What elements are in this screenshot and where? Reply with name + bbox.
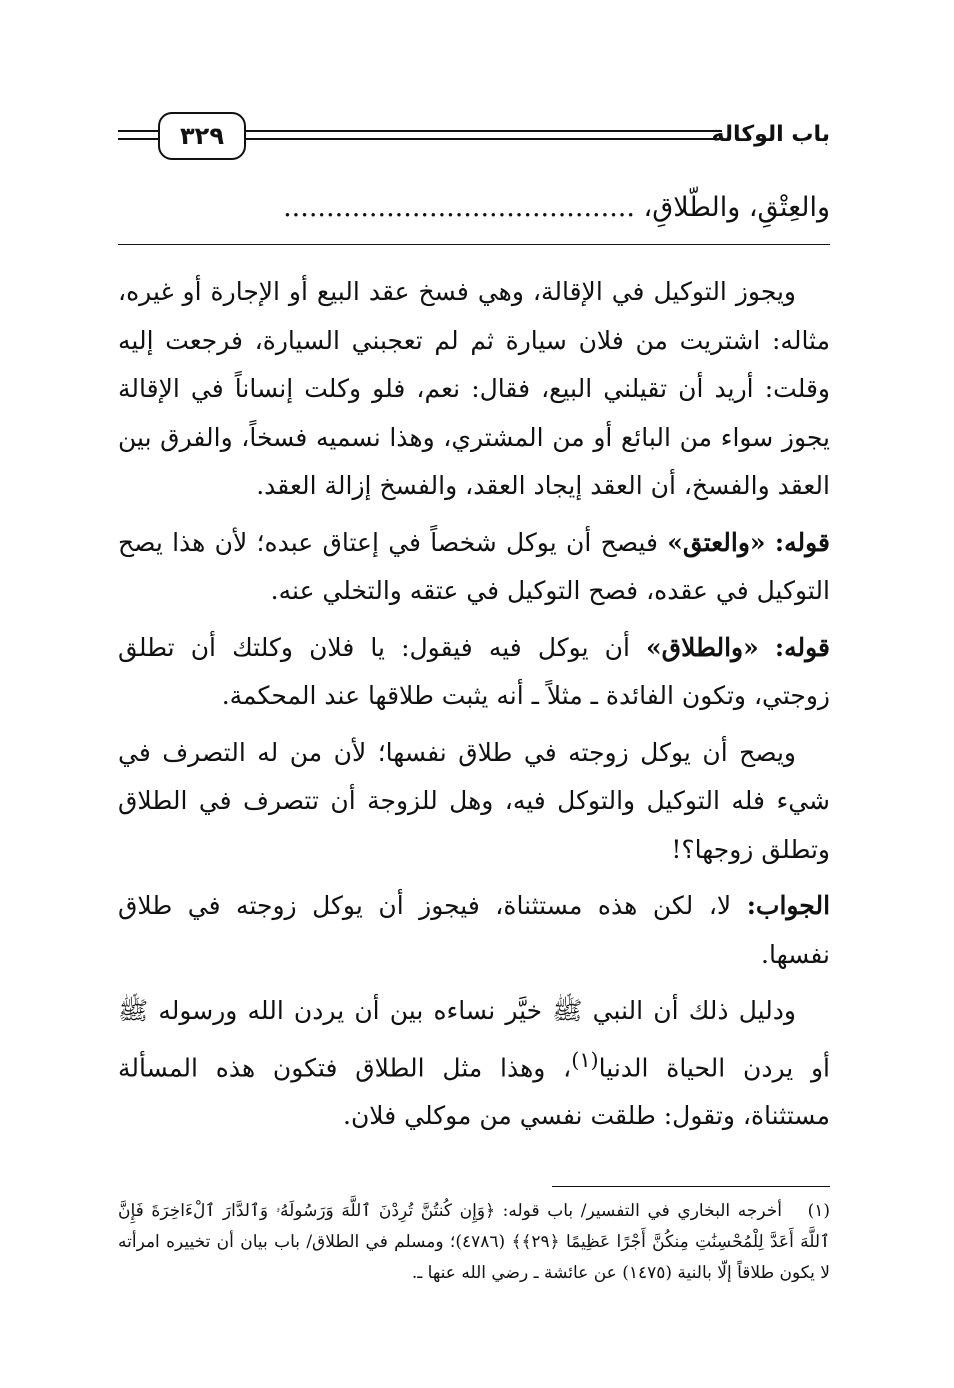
header-rule (242, 130, 722, 132)
paragraph-lead: قوله: (774, 632, 830, 662)
footnote-marker: (١) (807, 1201, 830, 1221)
footnote-text: أخرجه البخاري في التفسير/ باب قوله: ﴿وَإِن كُنتُنَّ تُرِدْنَ ٱللَّهَ وَرَسُولَهُۥ وَٱلدَّارَ ٱلْءَاخِرَةَ فَإِنَّ ٱللَّهَ أَعَدَّ لِلْمُحْسِنَٰتِ مِنكُنَّ أَجْرًا عَظِيمًا ﴿٢٩﴾﴾ (٤٧٨٦)؛ ومسلم في الطلاق/ باب بيان أن تخييره امرأته لا يكون طلاقاً إلّا بالنية (١٤٧٥) عن عائشة ـ رضي الله عنها ـ. (118, 1201, 831, 1283)
paragraph-text: أن يوكل فيه فيقول: يا فلان وكلتك أن تطلق زوجتي، وتكون الفائدة ـ مثلاً ـ أنه يثبت طلاقها عند المحكمة. (118, 632, 830, 710)
matn-line: والعِتْقِ، والطَّلاقِ، ......................................... (283, 192, 830, 223)
page-header (118, 108, 830, 164)
header-rule (118, 130, 158, 132)
paragraph: ويصح أن يوكل زوجته في طلاق نفسها؛ لأن من له التصرف في شيء فله التوكيل والتوكل فيه، وهل للزوجة أن تتصرف في الطلاق وتطلق زوجها؟! (118, 737, 830, 864)
footnote-reference[interactable]: (١) (571, 1047, 599, 1072)
paragraph-lead: قوله: (774, 527, 830, 557)
quoted-term: «والعتق» (667, 527, 766, 557)
chapter-title: باب الوكالة (711, 122, 830, 147)
paragraph (118, 987, 830, 1141)
header-rule (242, 138, 722, 140)
header-rule (118, 138, 158, 140)
paragraph-text: ودليل ذلك أن النبي ﷺ خيَّر نساءه بين أن يردن الله ورسوله ﷺ أو يردن الحياة الدنيا (118, 996, 831, 1082)
paragraph-text: ، وهذا مثل الطلاق فتكون هذه المسألة مستثناة، وتقول: طلقت نفسي من موكلي فلان. (118, 1052, 830, 1131)
footnote-divider (552, 1186, 830, 1187)
quoted-term: «والطلاق» (646, 632, 759, 662)
matn-divider (118, 244, 830, 245)
paragraph: ويجوز التوكيل في الإقالة، وهي فسخ عقد البيع أو الإجارة أو غيره، مثاله: اشتريت من فلان سيارة ثم لم تعجبني السيارة، فرجعت إليه وقلت: أريد أن تقيلني البيع، فقال: نعم، فلو وكلت إنساناً في الإقالة يجوز سواء من البائع أو من المشتري، وهذا نسميه فسخاً، والفرق بين العقد والفسخ، أن العقد إيجاد العقد، والفسخ إزالة العقد. (118, 277, 830, 500)
paragraph-text: فيصح أن يوكل شخصاً في إعتاق عبده؛ لأن هذا يصح التوكيل في عقده، فصح التوكيل في عتقه والتخلي عنه. (118, 527, 830, 605)
footnote (118, 1196, 830, 1289)
commentary-body (118, 268, 830, 1149)
paragraph (118, 624, 830, 721)
paragraph-text: لا، لكن هذه مستثناة، فيجوز أن يوكل زوجته في طلاق نفسها. (118, 891, 830, 969)
paragraph (118, 519, 830, 616)
paragraph (118, 882, 830, 979)
page-number: ٣٢٩ (158, 112, 246, 160)
answer-label: الجواب: (746, 891, 831, 920)
